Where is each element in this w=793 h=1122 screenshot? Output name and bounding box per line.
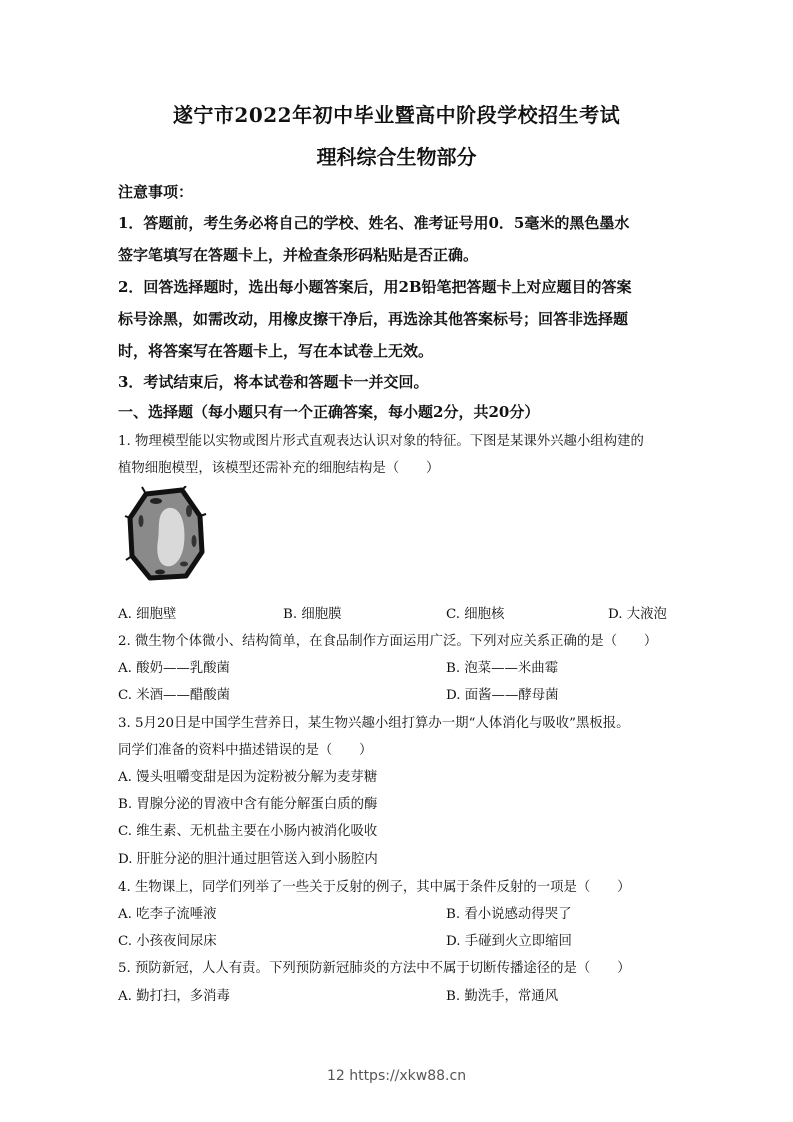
question-2-stem: 2. 微生物个体微小、结构简单，在食品制作方面运用广泛。下列对应关系正确的是（ ）: [118, 634, 658, 649]
exam-subtitle: 理科综合生物部分: [316, 145, 477, 169]
notice-line: 签字笔填写在答题卡上，并检查条形码粘贴是否正确。: [118, 246, 479, 264]
notice-line: 2．回答选择题时，选出每小题答案后，用2B铅笔把答题卡上对应题目的答案: [118, 278, 632, 296]
question-1-stem: 植物细胞模型，该模型还需补充的细胞结构是（ ）: [118, 461, 440, 476]
q3-option-b: B. 胃腺分泌的胃液中含有能分解蛋白质的酶: [118, 797, 378, 812]
q2-option-a: A. 酸奶——乳酸菌: [118, 661, 230, 676]
q4-option-c: C. 小孩夜间尿床: [118, 934, 217, 949]
q2-option-d: D. 面酱——酵母菌: [446, 688, 559, 703]
notice-line: 1．答题前，考生务必将自己的学校、姓名、准考证号用0．5毫米的黑色墨水: [118, 214, 630, 232]
q1-option-a: A. 细胞壁: [118, 607, 177, 622]
section-heading: 一、选择题（每小题只有一个正确答案，每小题2分，共20分）: [118, 403, 540, 421]
q4-option-b: B. 看小说感动得哭了: [446, 907, 572, 922]
notice-line: 3．考试结束后，将本试卷和答题卡一并交回。: [118, 373, 429, 391]
notice-line: 时，将答案写在答题卡上，写在本试卷上无效。: [118, 342, 434, 360]
q3-option-a: A. 馒头咀嚼变甜是因为淀粉被分解为麦芽糖: [118, 770, 378, 785]
question-3-stem: 同学们准备的资料中描述错误的是（ ）: [118, 743, 373, 758]
question-3-stem: 3. 5月20日是中国学生营养日，某生物兴趣小组打算办一期“人体消化与吸收”黑板报。: [118, 716, 630, 731]
q5-option-a: A. 勤打扫，多消毒: [118, 989, 230, 1004]
exam-title: 遂宁市2022年初中毕业暨高中阶段学校招生考试: [172, 103, 621, 127]
q2-option-c: C. 米酒——醋酸菌: [118, 688, 231, 703]
notice-line: 标号涂黑，如需改动，用橡皮擦干净后，再选涂其他答案标号；回答非选择题: [118, 310, 629, 328]
question-4-stem: 4. 生物课上，同学们列举了一些关于反射的例子，其中属于条件反射的一项是（ ）: [118, 880, 631, 895]
q5-option-b: B. 勤洗手，常通风: [446, 989, 559, 1004]
q1-option-b: B. 细胞膜: [283, 607, 342, 622]
q1-option-d: D. 大液泡: [608, 607, 667, 622]
q2-option-b: B. 泡菜——米曲霉: [446, 661, 559, 676]
q1-option-c: C. 细胞核: [446, 607, 505, 622]
question-1-stem: 1. 物理模型能以实物或图片形式直观表达认识对象的特征。下图是某课外兴趣小组构建的: [118, 434, 644, 449]
q4-option-d: D. 手碰到火立即缩回: [446, 934, 572, 949]
page-footer: 12 https://xkw88.cn: [326, 1068, 467, 1084]
q4-option-a: A. 吃李子流唾液: [118, 907, 217, 922]
question-5-stem: 5. 预防新冠，人人有责。下列预防新冠肺炎的方法中不属于切断传播途径的是（ ）: [118, 961, 631, 976]
plant-cell-model-figure: [124, 486, 210, 582]
q3-option-d: D. 肝脏分泌的胆汁通过胆管送入到小肠腔内: [118, 852, 378, 867]
notice-heading: 注意事项：: [118, 183, 194, 201]
q3-option-c: C. 维生素、无机盐主要在小肠内被消化吸收: [118, 824, 378, 839]
